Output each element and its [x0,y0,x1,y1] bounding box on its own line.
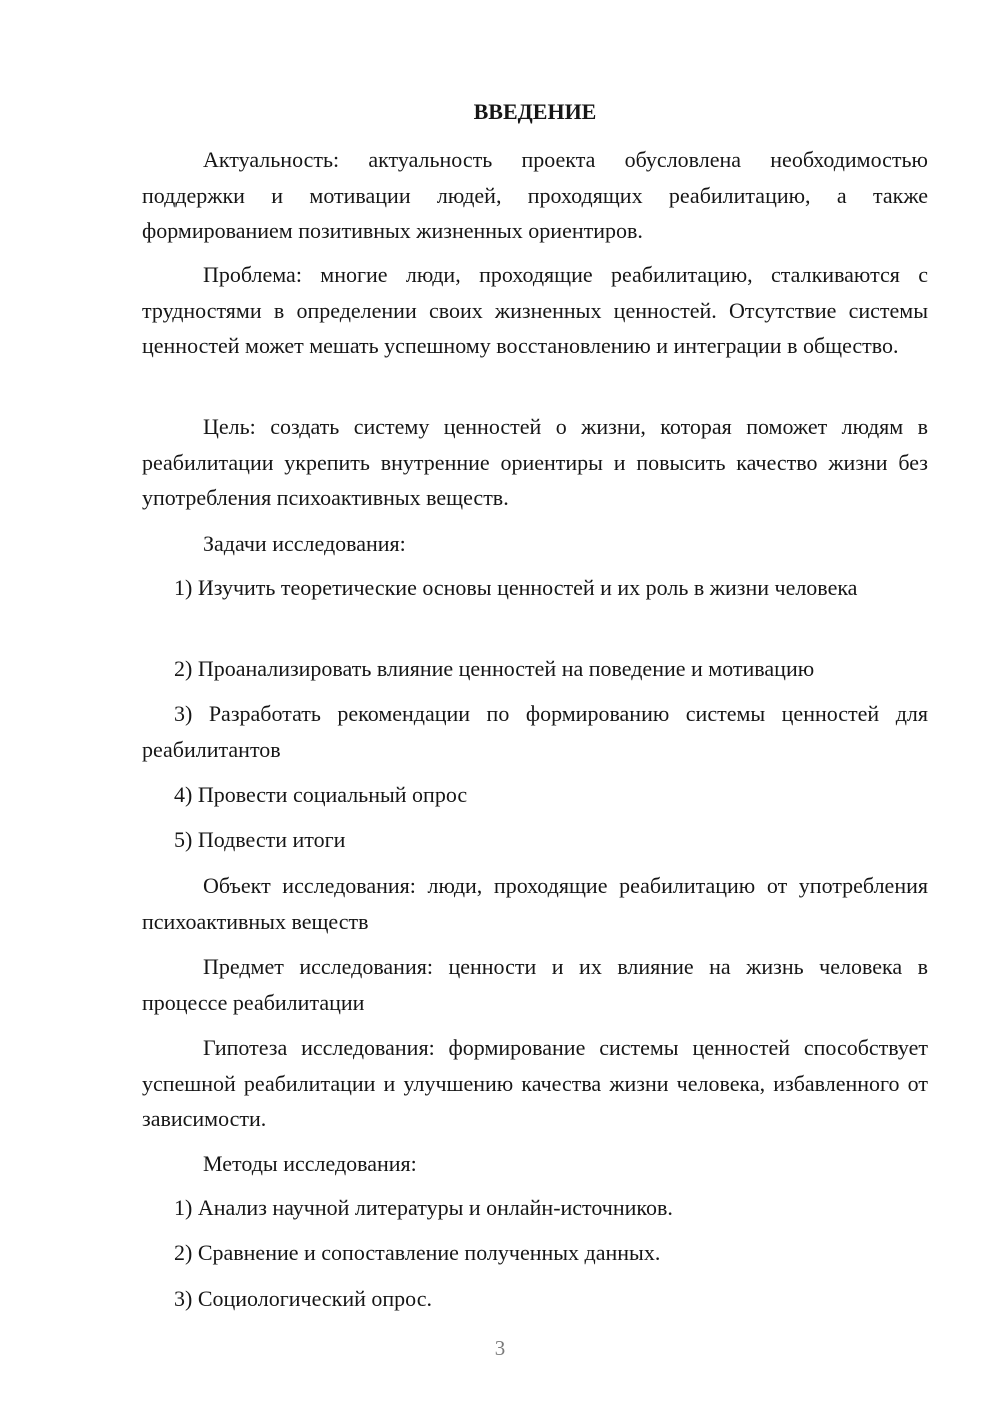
method-item-2: 2) Сравнение и сопоставление полученных данных. [174,1240,661,1265]
section-title: ВВЕДЕНИЕ [473,99,597,124]
paragraph-object: Объект исследования: люди, проходящие реабилитацию от употребления психоактивных веществ [142,873,928,934]
tasks-heading: Задачи исследования: [203,531,406,556]
task-item-4: 4) Провести социальный опрос [174,782,468,807]
page-number: 3 [494,1336,506,1360]
paragraph-subject: Предмет исследования: ценности и их влияние на жизнь человека в процессе реабилитации [142,954,928,1015]
task-item-3: 3) Разработать рекомендации по формированию системы ценностей для реабилитантов [142,701,928,762]
methods-heading: Методы исследования: [203,1151,417,1176]
paragraph-goal: Цель: создать систему ценностей о жизни, которая поможет людям в реабилитации укрепить внутренние ориентиры и повысить качество жизни без употребления психоактивных веществ. [142,414,928,510]
method-item-3: 3) Социологический опрос. [174,1286,432,1311]
task-item-1: 1) Изучить теоретические основы ценностей и их роль в жизни человека [174,575,858,600]
method-item-1: 1) Анализ научной литературы и онлайн-источников. [174,1195,673,1220]
task-item-5: 5) Подвести итоги [174,827,346,852]
paragraph-problem: Проблема: многие люди, проходящие реабилитацию, сталкиваются с трудностями в определении своих жизненных ценностей. Отсутствие системы ценностей может мешать успешному восстановлению и интеграции в общество. [142,262,928,358]
paragraph-hypothesis: Гипотеза исследования: формирование системы ценностей способствует успешной реабилитации и улучшению качества жизни человека, избавленного от зависимости. [142,1035,928,1131]
task-item-2: 2) Проанализировать влияние ценностей на поведение и мотивацию [174,656,815,681]
paragraph-relevance: Актуальность: актуальность проекта обусловлена необходимостью поддержки и мотивации людей, проходящих реабилитацию, а также формированием позитивных жизненных ориентиров. [142,147,928,243]
